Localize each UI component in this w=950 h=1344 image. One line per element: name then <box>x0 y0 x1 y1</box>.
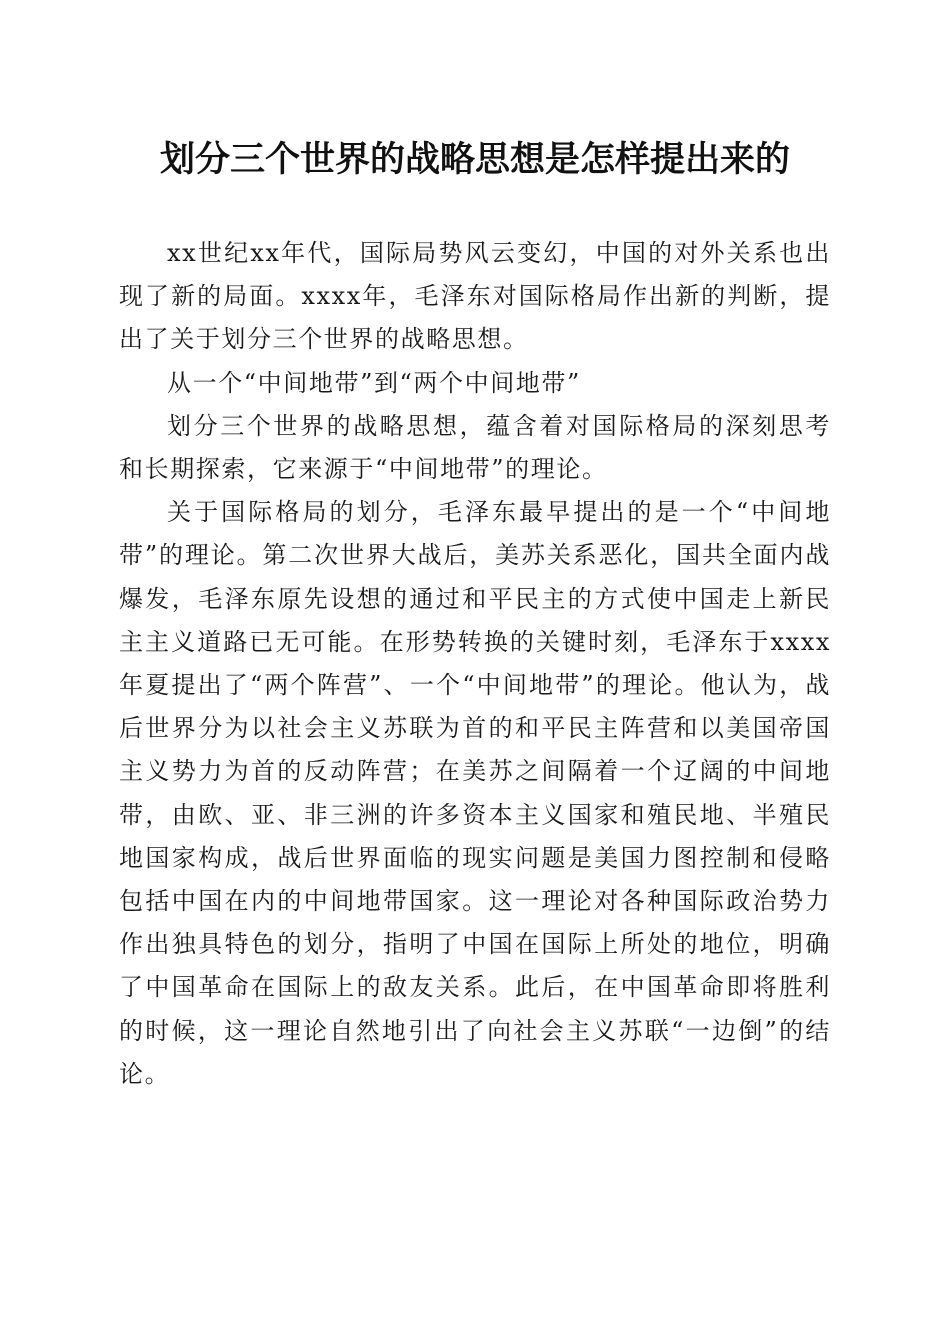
paragraph-intro: xx世纪xx年代，国际局势风云变幻，中国的对外关系也出现了新的局面。xxxx年，毛泽东对国际格局作出新的判断，提出了关于划分三个世界的战略思想。 <box>119 239 831 354</box>
paragraph-origin: 划分三个世界的战略思想，蕴含着对国际格局的深刻思考和长期探索，它来源于“中间地带”的理论。 <box>119 411 831 484</box>
document-title: 划分三个世界的战略思想是怎样提出来的 <box>159 139 790 180</box>
section-heading: 从一个“中间地带”到“两个中间地带” <box>167 368 581 397</box>
paragraph-middle-zone-theory: 关于国际格局的划分，毛泽东最早提出的是一个“中间地带”的理论。第二次世界大战后，美苏关系恶化，国共全面内战爆发，毛泽东原先设想的通过和平民主的方式使中国走上新民主主义道路已无可能。在形势转换的关键时刻，毛泽东于xxxx年夏提出了“两个阵营”、一个“中间地带”的理论。他认为，战后世界分为以社会主义苏联为首的和平民主阵营和以美国帝国主义势力为首的反动阵营；在美苏之间隔着一个辽阔的中间地带，由欧、亚、非三洲的许多资本主义国家和殖民地、半殖民地国家构成，战后世界面临的现实问题是美国力图控制和侵略包括中国在内的中间地带国家。这一理论对各种国际政治势力作出独具特色的划分，指明了中国在国际上所处的地位，明确了中国革命在国际上的敌友关系。此后，在中国革命即将胜利的时候，这一理论自然地引出了向社会主义苏联“一边倒”的结论。 <box>119 498 831 1088</box>
document-body <box>119 232 831 1096</box>
